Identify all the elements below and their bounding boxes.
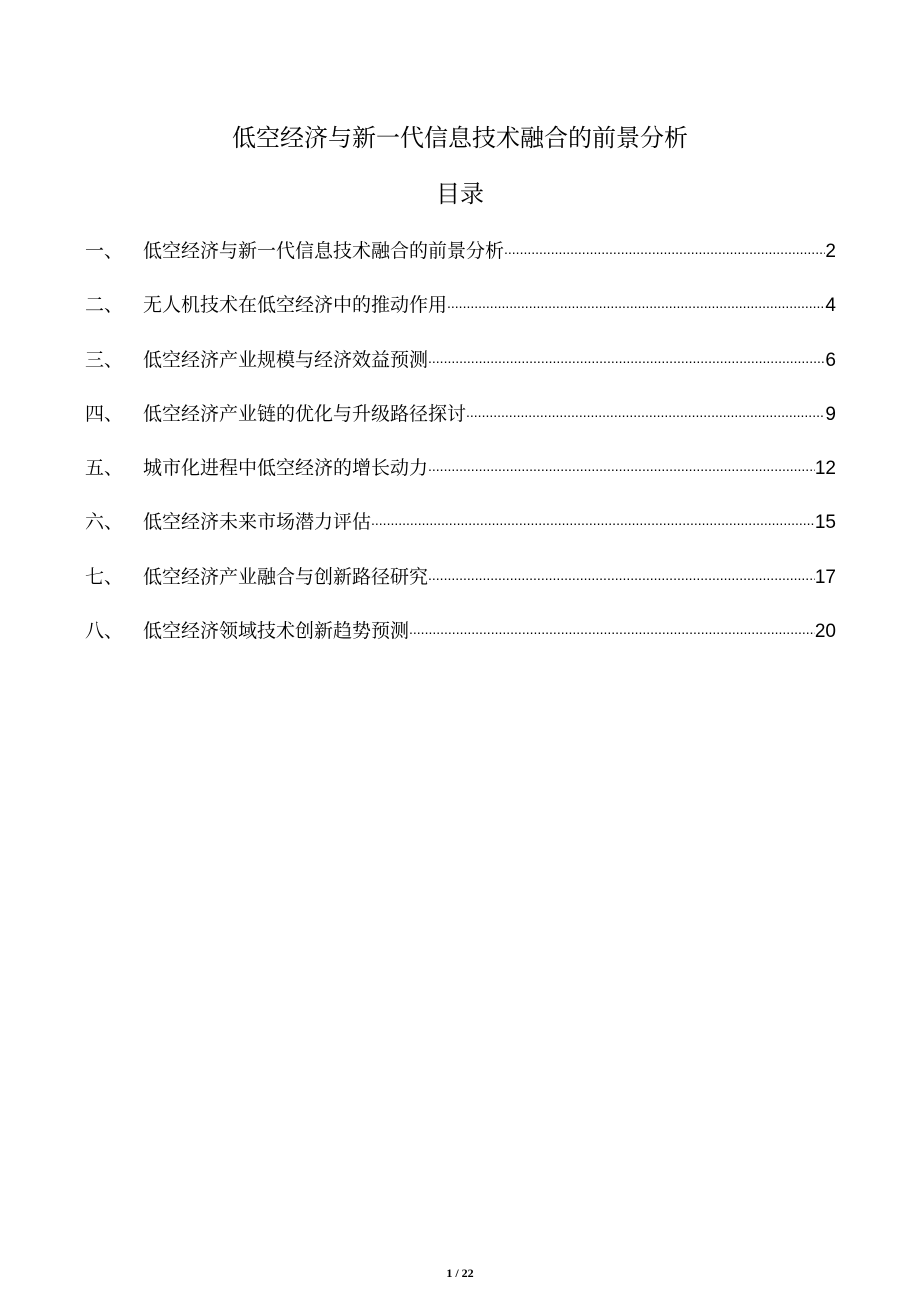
toc-dot-leader bbox=[504, 231, 825, 267]
toc-entry-page: 20 bbox=[814, 621, 836, 643]
toc-entry-number: 一、 bbox=[85, 240, 124, 262]
toc-entry-number: 二、 bbox=[85, 294, 124, 317]
toc-entry-page: 12 bbox=[814, 458, 836, 480]
toc-entry[interactable] bbox=[85, 613, 836, 649]
document-title: 低空经济与新一代信息技术融合的前景分析 bbox=[232, 124, 688, 152]
toc-entry-page: 9 bbox=[825, 403, 836, 425]
toc-heading: 目录 bbox=[436, 180, 484, 208]
toc-entry[interactable] bbox=[85, 450, 836, 486]
toc-entry-page: 17 bbox=[814, 566, 836, 588]
toc-entry-title: 无人机技术在低空经济中的推动作用 bbox=[143, 294, 448, 317]
toc-entry-title: 低空经济领域技术创新趋势预测 bbox=[143, 620, 410, 643]
toc-dot-leader bbox=[409, 611, 815, 647]
toc-dot-leader bbox=[371, 502, 815, 538]
toc-entry[interactable] bbox=[85, 396, 836, 432]
toc-entry-page: 15 bbox=[814, 512, 836, 534]
toc-entry-title: 低空经济未来市场潜力评估 bbox=[143, 511, 372, 534]
toc-entry-number: 三、 bbox=[85, 348, 124, 371]
toc-entry-title: 低空经济产业规模与经济效益预测 bbox=[143, 348, 429, 371]
toc-entry-title: 城市化进程中低空经济的增长动力 bbox=[143, 457, 429, 480]
page-number: 1 / 22 bbox=[446, 1266, 474, 1280]
toc-entry[interactable] bbox=[85, 287, 836, 323]
toc-dot-leader bbox=[428, 557, 815, 593]
toc-entry[interactable] bbox=[85, 233, 836, 269]
toc-entry-page: 6 bbox=[825, 349, 836, 371]
toc-entry-title: 低空经济产业链的优化与升级路径探讨 bbox=[143, 402, 467, 425]
table-of-contents bbox=[85, 233, 836, 667]
toc-entry-number: 四、 bbox=[85, 402, 124, 425]
toc-entry-number: 八、 bbox=[85, 620, 124, 643]
toc-entry-number: 七、 bbox=[85, 565, 124, 588]
toc-entry[interactable] bbox=[85, 559, 836, 595]
toc-entry-title: 低空经济产业融合与创新路径研究 bbox=[143, 565, 429, 588]
toc-entry-page: 4 bbox=[825, 295, 836, 317]
toc-entry-page: 2 bbox=[825, 241, 836, 262]
toc-dot-leader bbox=[428, 340, 825, 376]
toc-dot-leader bbox=[466, 394, 825, 430]
toc-entry-number: 五、 bbox=[85, 457, 124, 480]
toc-entry[interactable] bbox=[85, 342, 836, 378]
toc-dot-leader bbox=[428, 448, 815, 484]
toc-entry[interactable] bbox=[85, 504, 836, 540]
toc-entry-title: 低空经济与新一代信息技术融合的前景分析 bbox=[143, 240, 505, 262]
toc-entry-number: 六、 bbox=[85, 511, 124, 534]
toc-dot-leader bbox=[447, 285, 825, 321]
